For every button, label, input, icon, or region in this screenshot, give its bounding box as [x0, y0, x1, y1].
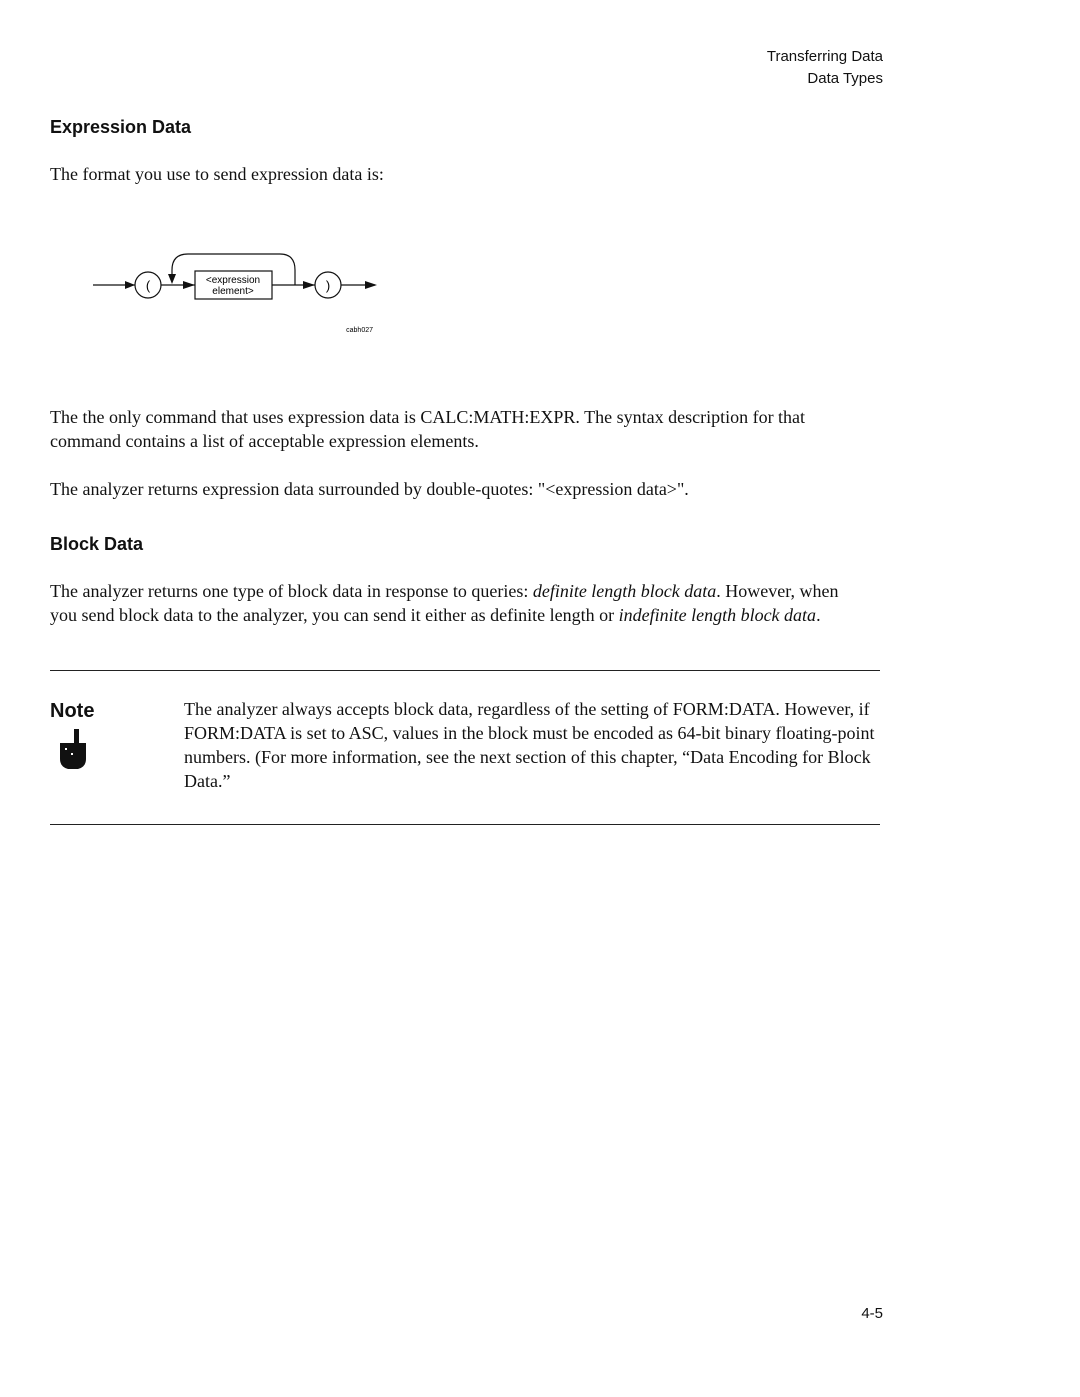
expression-para-2: The analyzer returns expression data surrounded by double-quotes: "<expression data>".	[50, 479, 689, 499]
box-label-line1: <expression	[205, 275, 261, 286]
close-paren: )	[325, 278, 331, 293]
arrow-icon	[125, 281, 135, 289]
text: . However, when you send block data to the analyzer, you can send it either as definite length or	[50, 581, 839, 625]
divider	[50, 670, 880, 671]
page-number: 4-5	[861, 1305, 883, 1322]
text: The analyzer returns one type of block data in response to queries:	[50, 581, 533, 601]
figure-id: cabh027	[346, 327, 373, 334]
header-section: Data Types	[807, 70, 883, 87]
header-chapter: Transferring Data	[766, 48, 883, 65]
arrow-icon	[168, 274, 176, 284]
pointing-hand-icon	[55, 727, 91, 771]
arrow-icon	[183, 281, 195, 289]
note-text: The analyzer always accepts block data, regardless of the setting of FORM:DATA. However, if FORM:DATA is set to ASC, values in the block must be encoded as 64-bit binary floating-point numbers. (For more information, see the next section of this chapter, “Data Encoding for Block Data.”	[184, 699, 875, 791]
expression-para-1: The the only command that uses expression data is CALC:MATH:EXPR. The syntax description for that command contains a list of acceptable expression elements.	[50, 407, 806, 451]
expression-data-heading: Expression Data	[50, 117, 192, 137]
running-header	[767, 46, 883, 90]
divider	[50, 824, 880, 825]
block-data-para	[50, 579, 850, 627]
expression-intro: The format you use to send expression data is:	[50, 164, 384, 184]
arrow-icon	[365, 281, 377, 289]
block-data-heading: Block Data	[50, 534, 144, 554]
box-label-line2: element>	[212, 286, 254, 297]
syntax-diagram	[90, 240, 390, 340]
text: .	[816, 605, 821, 625]
arrow-icon	[303, 281, 315, 289]
open-paren: (	[145, 278, 151, 293]
note-label: Note	[50, 700, 95, 722]
term-definite: definite length block data	[532, 581, 717, 601]
term-indefinite: indefinite length block data	[618, 605, 817, 625]
